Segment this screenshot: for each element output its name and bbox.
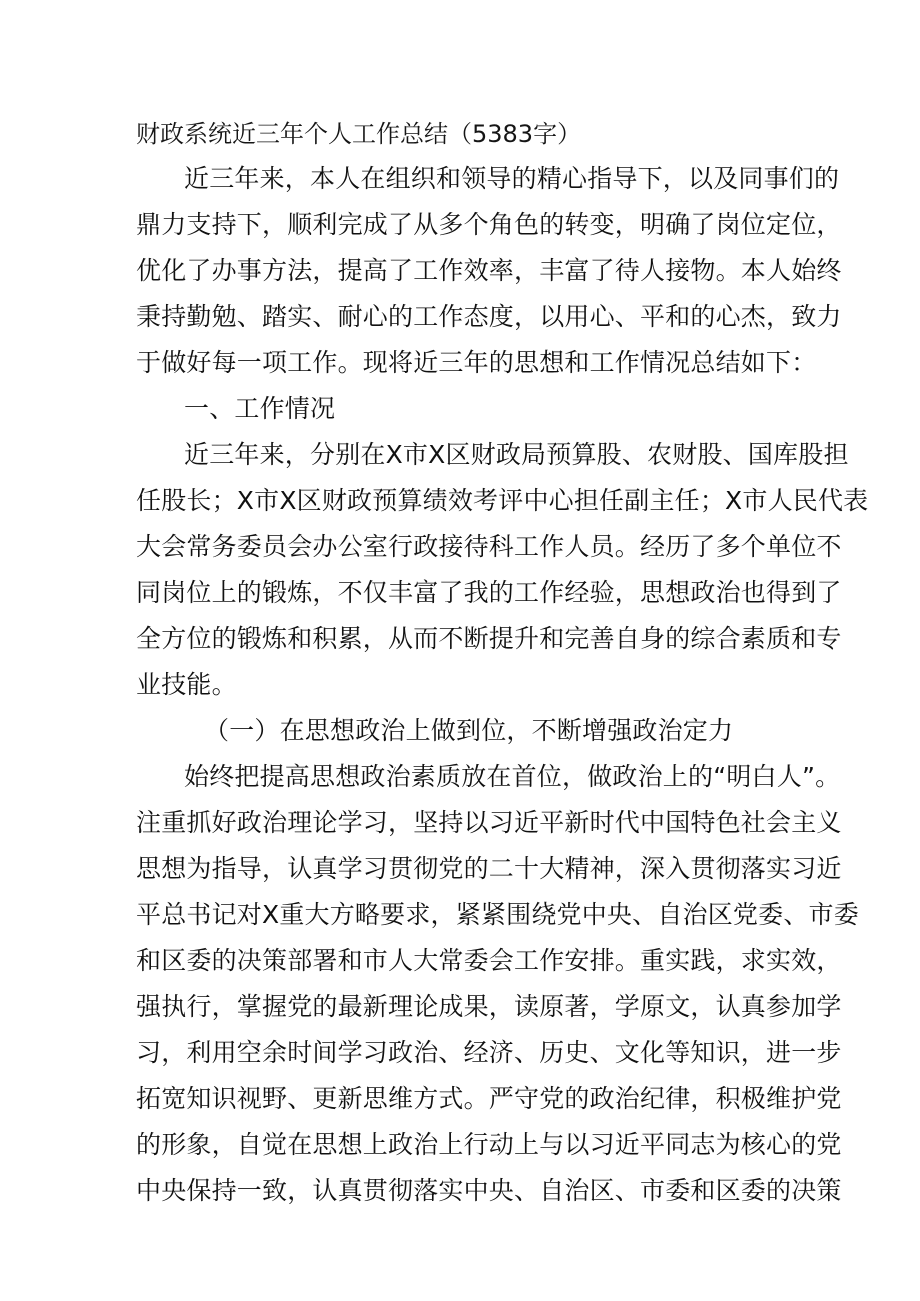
paragraph-line: 习，利用空余时间学习政治、经济、历史、文化等知识，进一步 xyxy=(136,1038,842,1067)
subsection-heading: （一）在思想政治上做到位，不断增强政治定力 xyxy=(204,716,734,745)
paragraph-line: 中央保持一致，认真贯彻落实中央、自治区、市委和区委的决策 xyxy=(136,1176,842,1205)
paragraph-line: 优化了办事方法，提高了工作效率，丰富了待人接物。本人始终 xyxy=(136,256,842,285)
paragraph-line: 思想为指导，认真学习贯彻党的二十大精神，深入贯彻落实习近 xyxy=(136,854,842,883)
document-title: 财政系统近三年个人工作总结（5383字） xyxy=(136,120,582,148)
paragraph-line: 鼎力支持下，顺利完成了从多个角色的转变，明确了岗位定位， xyxy=(136,210,842,239)
paragraph-line: 任股长；X市X区财政预算绩效考评中心担任副主任；X市人民代表 xyxy=(136,486,869,515)
paragraph-line: 业技能。 xyxy=(136,670,237,699)
paragraph-line: 同岗位上的锻炼，不仅丰富了我的工作经验，思想政治也得到了 xyxy=(136,578,842,607)
paragraph-line: 注重抓好政治理论学习，坚持以习近平新时代中国特色社会主义 xyxy=(136,808,842,837)
paragraph-line: 秉持勤勉、踏实、耐心的工作态度，以用心、平和的心杰，致力 xyxy=(136,302,842,331)
paragraph-line: 平总书记对X重大方略要求，紧紧围绕党中央、自治区党委、市委 xyxy=(136,900,859,929)
paragraph-line: 拓宽知识视野、更新思维方式。严守党的政治纪律，积极维护党 xyxy=(136,1084,842,1113)
paragraph-line: 大会常务委员会办公室行政接待科工作人员。经历了多个单位不 xyxy=(136,532,842,561)
paragraph-line: 强执行，掌握党的最新理论成果，读原著，学原文，认真参加学 xyxy=(136,992,842,1021)
paragraph-line: 始终把提高思想政治素质放在首位，做政治上的“明白人”。 xyxy=(184,762,841,791)
paragraph-line: 全方位的锻炼和积累，从而不断提升和完善自身的综合素质和专 xyxy=(136,624,842,653)
paragraph-line: 近三年来，分别在X市X区财政局预算股、农财股、国库股担 xyxy=(184,440,849,469)
paragraph-line: 和区委的决策部署和市人大常委会工作安排。重实践，求实效， xyxy=(136,946,842,975)
paragraph-line: 近三年来，本人在组织和领导的精心指导下，以及同事们的 xyxy=(184,164,840,193)
paragraph-line: 于做好每一项工作。现将近三年的思想和工作情况总结如下： xyxy=(136,348,817,377)
section-heading: 一、工作情况 xyxy=(184,394,336,423)
paragraph-line: 的形象，自觉在思想上政治上行动上与以习近平同志为核心的党 xyxy=(136,1130,842,1159)
